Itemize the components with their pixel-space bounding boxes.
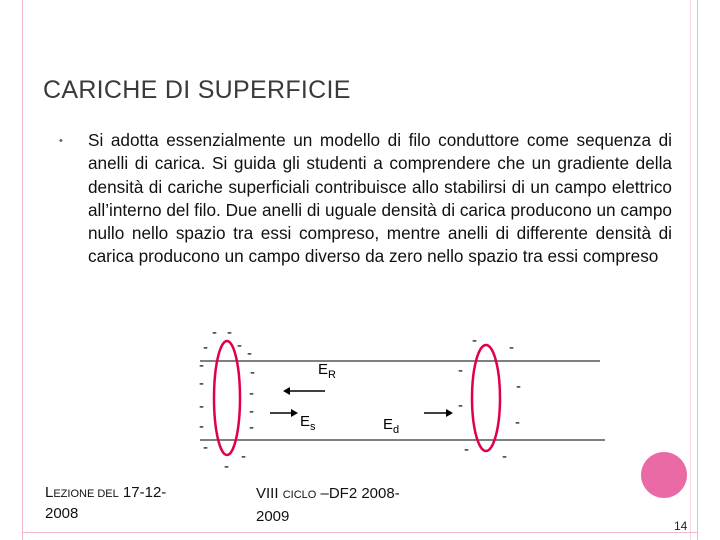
charge-minus: -	[502, 448, 507, 465]
footer-lesson-date: 17-12-	[118, 484, 167, 501]
charge-minus: -	[203, 439, 208, 456]
footer-lesson-year: 2008	[45, 505, 79, 522]
charge-minus: -	[458, 397, 463, 414]
charge-minus: -	[249, 419, 254, 436]
left-ring-charges	[199, 324, 255, 475]
charge-minus: -	[464, 441, 469, 458]
charge-minus: -	[515, 414, 520, 431]
charge-minus: -	[203, 339, 208, 356]
charge-minus: -	[250, 364, 255, 381]
charge-minus: -	[249, 403, 254, 420]
charge-minus: -	[199, 357, 204, 374]
arrow-es-head	[291, 409, 298, 417]
bullet-text: Si adotta essenzialmente un modello di filo conduttore come sequenza di anelli di carica. Si guida gli studenti a comprendere che un gradiente della densità di cariche superficiali contribuisce allo stabilirsi di un campo elettrico all’interno del filo. Due anelli di uguale densità di carica producono un campo nullo nello spazio tra essi compreso, mentre anelli di differente densità di carica producono un campo diverso da zero nello spazio tra essi compreso	[88, 130, 672, 267]
charge-minus: -	[237, 337, 242, 354]
charge-minus: -	[509, 339, 514, 356]
arrow-ed-head	[446, 409, 453, 417]
right-ring-charges	[458, 332, 521, 465]
left-ring	[214, 341, 240, 455]
footer-cycle-num: VIII	[256, 485, 283, 502]
bullet-marker: •	[59, 135, 63, 147]
footer-cycle-year: 2009	[256, 508, 290, 525]
charge-minus: -	[199, 375, 204, 392]
charge-minus: -	[472, 332, 477, 349]
charge-minus: -	[241, 448, 246, 465]
footer-lesson-cap: L	[45, 484, 54, 501]
charge-minus: -	[458, 362, 463, 379]
decorative-circle	[641, 452, 687, 498]
footer-lesson	[45, 483, 166, 524]
page-number: 14	[674, 519, 688, 533]
charge-minus: -	[516, 378, 521, 395]
footer-lesson-sc: EZIONE DEL	[53, 488, 119, 500]
label-ed: $E_d$	[383, 416, 400, 436]
charge-minus: -	[212, 324, 217, 341]
charge-minus: -	[199, 398, 204, 415]
charge-minus: -	[249, 385, 254, 402]
footer-cycle-course: –DF2 2008-	[316, 485, 400, 502]
charge-minus: -	[227, 324, 232, 341]
charge-minus: -	[247, 345, 252, 362]
footer-cycle-sc: CICLO	[282, 489, 317, 501]
footer-cycle	[256, 483, 400, 528]
charge-minus: -	[199, 418, 204, 435]
slide-title: CARICHE DI SUPERFICIE	[43, 76, 351, 104]
arrow-er-head	[283, 387, 290, 395]
charge-minus: -	[224, 458, 229, 475]
label-es: $E_s$	[300, 413, 316, 433]
label-er: $E_R$	[318, 361, 336, 381]
